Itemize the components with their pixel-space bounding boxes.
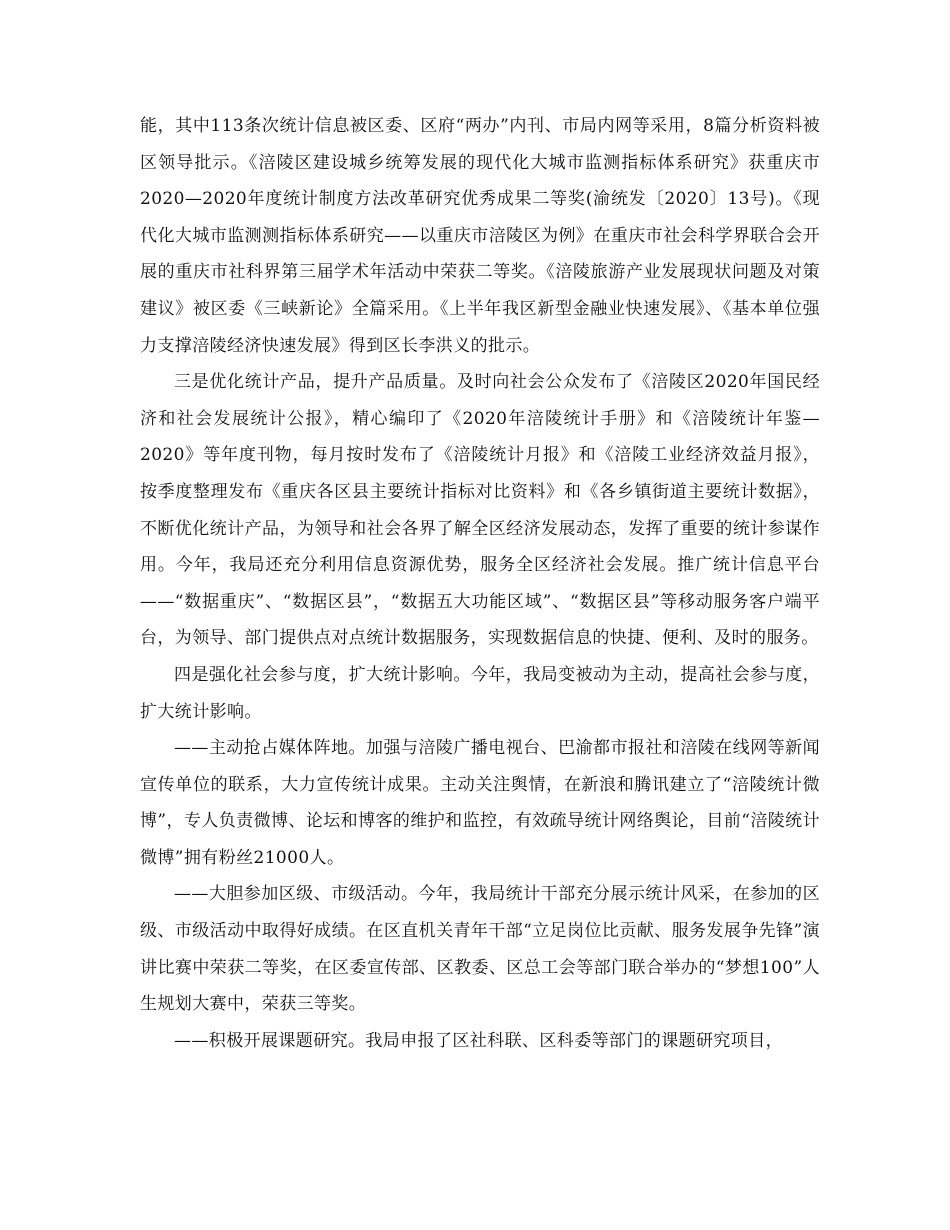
paragraph-2: 三是优化统计产品，提升产品质量。及时向社会公众发布了《涪陵区2020年国民经济和社会发展统计公报》，精心编印了《2020年涪陵统计手册》和《涪陵统计年鉴—2020》等年度刊物，每月按时发布了《涪陵统计月报》和《涪陵工业经济效益月报》，按季度整理发布《重庆各区县主要统计指标对比资料》和《各乡镇街道主要统计数据》，不断优化统计产品，为领导和社会各界了解全区经济发展动态，发挥了重要的统计参谋作用。今年，我局还充分利用信息资源优势，服务全区经济社会发展。推广统计信息平台——“数据重庆”、“数据区县”，“数据五大功能区域”、“数据区县”等移动服务客户端平台，为领导、部门提供点对点统计数据服务，实现数据信息的快捷、便利、及时的服务。 — [140, 372, 820, 649]
paragraph-4: ——主动抢占媒体阵地。加强与涪陵广播电视台、巴渝都市报社和涪陵在线网等新闻宣传单位的联系，大力宣传统计成果。主动关注舆情，在新浪和腾讯建立了“涪陵统计微博”，专人负责微博、论坛和博客的维护和监控，有效疏导统计网络舆论，目前“涪陵统计微博”拥有粉丝21000人。 — [140, 738, 820, 868]
paragraph-1: 能，其中113条次统计信息被区委、区府“两办”内刊、市局内网等采用，8篇分析资料被区领导批示。《涪陵区建设城乡统筹发展的现代化大城市监测指标体系研究》获重庆市2020—2020年度统计制度方法改革研究优秀成果二等奖(渝统发〔2020〕13号)。《现代化大城市监测测指标体系研究——以重庆市涪陵区为例》在重庆市社会科学界联合会开展的重庆市社科界第三届学术年活动中荣获二等奖。《涪陵旅游产业发展现状问题及对策建议》被区委《三峡新论》全篇采用。《上半年我区新型金融业快速发展》、《基本单位强力支撑涪陵经济快速发展》得到区长李洪义的批示。 — [140, 116, 820, 356]
document-body — [140, 108, 820, 1059]
paragraph-5: ——大胆参加区级、市级活动。今年，我局统计干部充分展示统计风采，在参加的区级、市级活动中取得好成绩。在区直机关青年干部“立足岗位比贡献、服务发展争先锋”演讲比赛中荣获二等奖，在区委宣传部、区教委、区总工会等部门联合举办的“梦想100”人生规划大赛中，荣获三等奖。 — [140, 884, 820, 1015]
paragraph-3: 四是强化社会参与度，扩大统计影响。今年，我局变被动为主动，提高社会参与度，扩大统计影响。 — [140, 664, 820, 722]
paragraph-6: ——积极开展课题研究。我局申报了区社科联、区科委等部门的课题研究项目， — [174, 1030, 783, 1051]
